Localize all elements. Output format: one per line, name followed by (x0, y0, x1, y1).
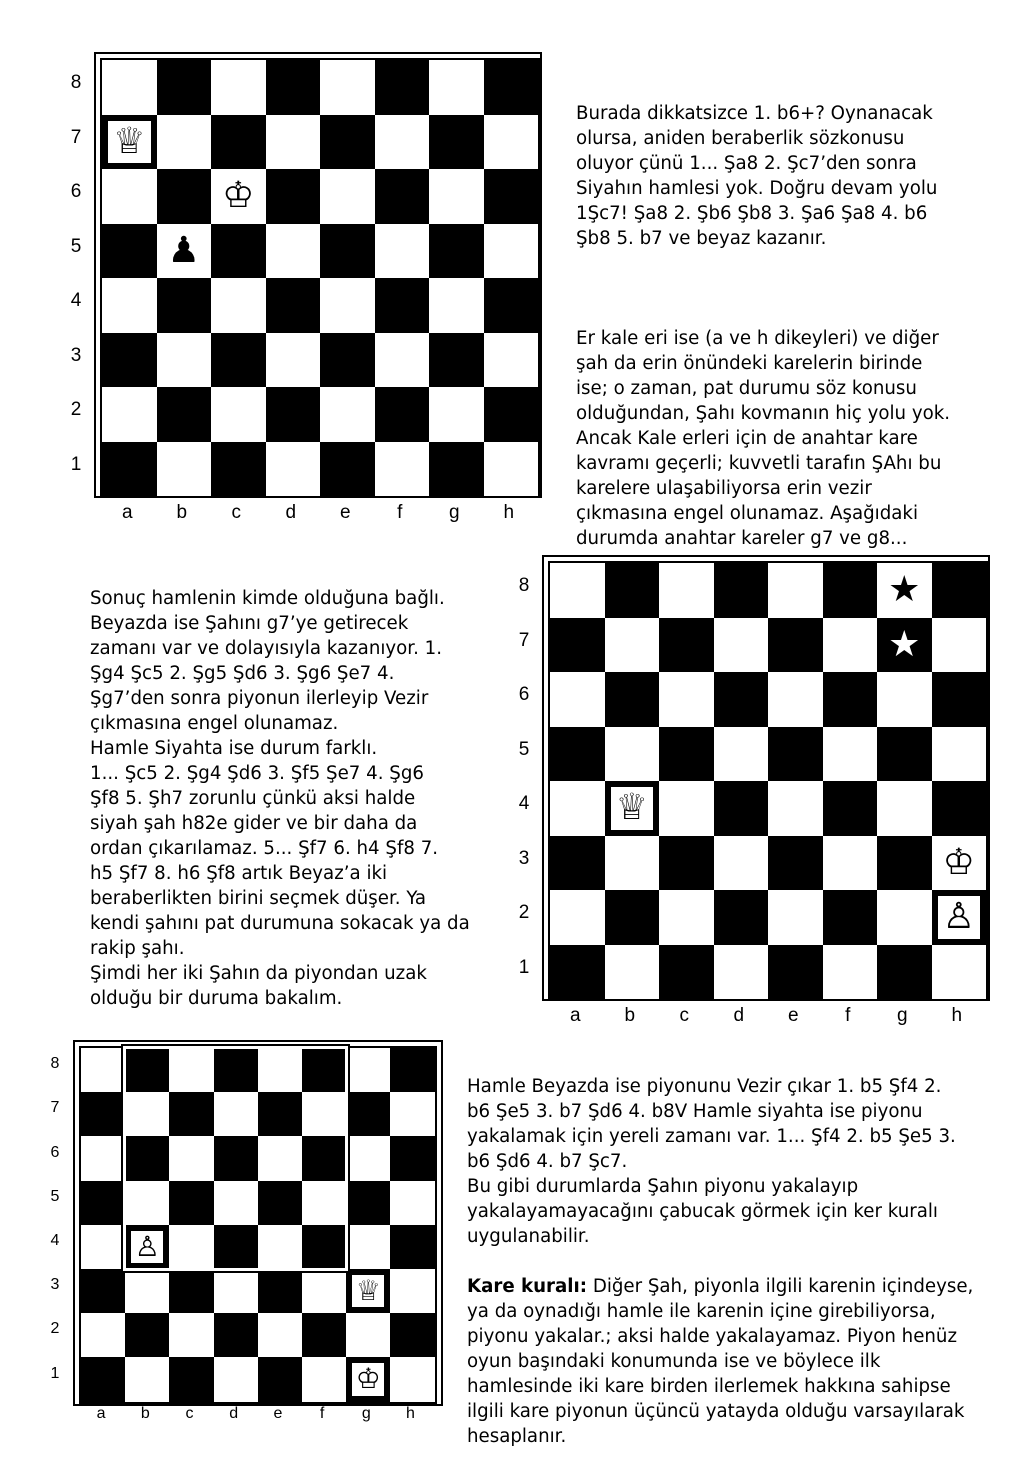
board-square (81, 1181, 125, 1225)
board-square (169, 1313, 213, 1357)
board-square (877, 672, 932, 727)
board-square (484, 278, 539, 333)
rank-label: 2 (50, 1320, 60, 1338)
file-label: c (231, 502, 241, 523)
board-square (659, 836, 714, 891)
board-square (169, 1092, 213, 1136)
file-label: f (397, 502, 403, 523)
board-square (823, 890, 878, 945)
board-square (550, 727, 605, 782)
board-square (768, 727, 823, 782)
file-label: d (733, 1005, 745, 1026)
board-square (390, 1225, 434, 1269)
rank-label: 6 (70, 181, 82, 203)
board-square (211, 333, 266, 388)
board-square (605, 618, 660, 673)
board-square (214, 1136, 258, 1180)
board-square (550, 672, 605, 727)
chess-diagram-2 (542, 555, 990, 1001)
rank-label: 8 (70, 72, 82, 94)
file-label: h (503, 502, 515, 523)
rank-label: 4 (70, 290, 82, 312)
board-square (125, 1357, 169, 1401)
board-square (211, 60, 266, 115)
file-label: a (121, 502, 133, 523)
board-square (214, 1048, 258, 1092)
board-square (81, 1048, 125, 1092)
board-square (211, 278, 266, 333)
board-square (550, 618, 605, 673)
board-square (320, 169, 375, 224)
board-square (877, 836, 932, 891)
board-square (157, 333, 212, 388)
board-square (346, 1225, 390, 1269)
board-square (266, 387, 321, 442)
board-square (125, 1092, 169, 1136)
board-square (768, 672, 823, 727)
file-label: c (185, 1405, 194, 1422)
board-square (320, 60, 375, 115)
star-icon: ★ (888, 569, 921, 611)
file-label: a (569, 1005, 581, 1026)
board-square (81, 1357, 125, 1401)
board-square (429, 169, 484, 224)
file-label: e (787, 1005, 799, 1026)
pawn-icon: ♟ (167, 229, 200, 271)
board-square (823, 727, 878, 782)
board-square (714, 890, 769, 945)
paragraph: Er kale eri ise (a ve h dikeyleri) ve diğer şah da erin önündeki karelerin birinde ise; o zaman, pat durumu söz konusu olduğundan, Şahı kovmanın hiç yolu yok. Ancak Kale erleri için de anahtar kare kavramı geçerli; kuvvetli tarafın ŞAhı bu karelere ulaşabiliyorsa erin vezir çıkmasına engel olunamaz. Aşağıdaki durumda anahtar kareler g7 ve g8... (576, 328, 951, 549)
rank-label: 1 (518, 956, 530, 978)
board-grid (79, 1046, 437, 1404)
board-square (102, 224, 157, 279)
board-square (605, 672, 660, 727)
board-square (659, 672, 714, 727)
board-square (484, 442, 539, 497)
board-square (157, 60, 212, 115)
board-square (484, 169, 539, 224)
board-square (214, 1225, 258, 1269)
board-square (346, 1136, 390, 1180)
board-square (102, 333, 157, 388)
board-square (429, 333, 484, 388)
board-square (320, 442, 375, 497)
board-square (266, 333, 321, 388)
board-square (214, 1181, 258, 1225)
text-block-3 (467, 1049, 1012, 1474)
board-square (169, 1357, 213, 1401)
board-square (125, 1136, 169, 1180)
king-icon: ♔ (352, 1363, 384, 1395)
file-label: c (679, 1005, 689, 1026)
rank-label: 8 (518, 575, 530, 597)
board-square (550, 836, 605, 891)
board-square (877, 945, 932, 1000)
rank-label: 6 (50, 1143, 60, 1161)
board-square (320, 278, 375, 333)
board-square (390, 1313, 434, 1357)
board-grid (548, 561, 988, 1001)
file-label: h (951, 1005, 963, 1026)
board-square (659, 781, 714, 836)
board-square (266, 224, 321, 279)
board-square (714, 618, 769, 673)
board-square (714, 836, 769, 891)
board-square (823, 836, 878, 891)
board-square (768, 890, 823, 945)
board-square (346, 1181, 390, 1225)
board-square (266, 60, 321, 115)
board-square (390, 1357, 434, 1401)
rank-label: 7 (50, 1099, 60, 1117)
board-square (823, 672, 878, 727)
board-square (550, 781, 605, 836)
board-square (320, 224, 375, 279)
board-square (714, 727, 769, 782)
board-square (125, 1048, 169, 1092)
board-square (932, 672, 987, 727)
pawn-icon: ♙ (938, 896, 981, 939)
board-square (375, 278, 430, 333)
board-square (320, 115, 375, 170)
board-square (346, 1092, 390, 1136)
chess-diagram-1 (94, 52, 542, 498)
board-square (258, 1357, 302, 1401)
file-label: b (624, 1005, 636, 1026)
board-square (169, 1181, 213, 1225)
board-square (768, 618, 823, 673)
board-square (659, 945, 714, 1000)
rank-label: 6 (518, 684, 530, 706)
file-label: g (896, 1005, 908, 1026)
board-square (823, 781, 878, 836)
paragraph: Burada dikkatsizce 1. b6+? Oynanacak olursa, aniden beraberlik sözkonusu oluyor çünü 1... Şa8 2. Şc7’den sonra Siyahın hamlesi yok. Doğru devam yolu 1Şc7! Şa8 2. Şb6 Şb8 3. Şa6 Şa8 4. b6 Şb8 5. b7 ve beyaz kazanır. (576, 103, 938, 249)
board-square (169, 1136, 213, 1180)
rule-text: Diğer Şah, piyonla ilgili karenin içindeyse, ya da oynadığı hamle ile karenin içine girebiliyorsa, piyonu yakalar.; aksi halde yakalayamaz. Piyon henüz oyun başındaki konumunda ise ve böylece ilk hamlesinde iki kare birden ilerlemek hakkına sahipse ilgili kare piyonun üçüncü yatayda olduğu varsayılarak hesaplanır. (467, 1276, 974, 1447)
board-square (102, 169, 157, 224)
rule-label: Kare kuralı: (467, 1276, 588, 1297)
board-square (429, 387, 484, 442)
board-square (214, 1357, 258, 1401)
board-square (211, 224, 266, 279)
board-square (375, 333, 430, 388)
board-square (375, 224, 430, 279)
board-square (346, 1048, 390, 1092)
board-grid (100, 58, 540, 498)
board-square (211, 442, 266, 497)
rank-label: 5 (70, 235, 82, 257)
paragraph: Hamle Beyazda ise piyonunu Vezir çıkar 1. b5 Şf4 2. b6 Şe5 3. b7 Şd6 4. b8V Hamle siyahta ise piyonu yakalamak için yereli zamanı var. 1... Şf4 2. b5 Şe5 3. b6 Şd6 4. b7 Şc7. Bu gibi durumlarda Şahın piyonu yakalayıp yakalayamayacağını çabucak görmek için ker kuralı uygulanabilir. (467, 1076, 956, 1247)
board-square (302, 1092, 346, 1136)
board-square (157, 169, 212, 224)
file-label: g (361, 1405, 371, 1422)
board-square (375, 115, 430, 170)
board-square (169, 1048, 213, 1092)
file-label: e (339, 502, 351, 523)
board-square (390, 1181, 434, 1225)
board-square (390, 1092, 434, 1136)
rank-label: 7 (70, 126, 82, 148)
board-square (258, 1136, 302, 1180)
rank-label: 7 (518, 629, 530, 651)
rank-label: 2 (518, 902, 530, 924)
board-square (932, 781, 987, 836)
board-square (429, 115, 484, 170)
queen-icon: ♕ (352, 1275, 384, 1307)
board-square (81, 1313, 125, 1357)
board-square (157, 442, 212, 497)
rank-label: 1 (50, 1364, 60, 1382)
board-square (302, 1225, 346, 1269)
board-square (302, 1313, 346, 1357)
board-square (214, 1269, 258, 1313)
board-square (125, 1313, 169, 1357)
file-label: d (285, 502, 297, 523)
board-square (375, 442, 430, 497)
board-square (266, 169, 321, 224)
board-square (768, 781, 823, 836)
board-square (81, 1136, 125, 1180)
king-icon: ♔ (942, 841, 975, 883)
board-square (484, 387, 539, 442)
board-square (157, 115, 212, 170)
file-label: f (845, 1005, 851, 1026)
board-square (211, 115, 266, 170)
board-square (932, 727, 987, 782)
board-square (429, 278, 484, 333)
paragraph: Sonuç hamlenin kimde olduğuna bağlı. Beyazda ise Şahını g7’ye getirecek zamanı var ve dolayısıyla kazanıyor. 1. Şg4 Şc5 2. Şg5 Şd6 3. Şg6 Şe7 4. Şg7’den sonra piyonun ilerleyip Vezir çıkmasına engel olunamaz. Hamle Siyahta ise durum farklı. 1... Şc5 2. Şg4 Şd6 3. Şf5 Şe7 4. Şg6 Şf8 5. Şh7 zorunlu çünkü aksi halde siyah şah h82e gider ve bir daha da ordan çıkarılamaz. 5... Şf7 6. h4 Şf8 7. h5 Şf7 8. h6 Şf8 artık Beyaz’a iki beraberlikten birini seçmek düşer. Ya kendi şahını pat durumuna sokacak ya da rakip şahı. Şimdi her iki Şahın da piyondan uzak olduğu bir duruma bakalım. (90, 588, 470, 1009)
board-square (659, 890, 714, 945)
text-block-2 (90, 561, 510, 1036)
board-square (823, 618, 878, 673)
board-square (714, 781, 769, 836)
board-square (768, 836, 823, 891)
board-square (484, 60, 539, 115)
board-square (932, 945, 987, 1000)
board-square (877, 781, 932, 836)
file-label: g (448, 502, 460, 523)
rank-label: 3 (70, 344, 82, 366)
board-square (266, 115, 321, 170)
board-square (214, 1092, 258, 1136)
file-label: b (176, 502, 188, 523)
board-square (320, 387, 375, 442)
board-square (484, 115, 539, 170)
board-square (346, 1313, 390, 1357)
board-square (266, 442, 321, 497)
board-square (659, 618, 714, 673)
board-square (320, 333, 375, 388)
board-square (375, 387, 430, 442)
board-square (125, 1269, 169, 1313)
file-label: h (406, 1405, 415, 1422)
rank-label: 8 (50, 1055, 60, 1073)
pawn-icon: ♙ (131, 1231, 163, 1263)
board-square (550, 945, 605, 1000)
board-square (390, 1048, 434, 1092)
board-square (302, 1269, 346, 1313)
rank-label: 5 (518, 738, 530, 760)
board-square (659, 727, 714, 782)
rank-label: 5 (50, 1187, 60, 1205)
star-icon: ★ (888, 623, 921, 665)
board-square (302, 1357, 346, 1401)
rank-label: 2 (70, 399, 82, 421)
file-label: f (319, 1405, 325, 1422)
board-square (484, 224, 539, 279)
board-square (102, 387, 157, 442)
rank-label: 1 (70, 453, 82, 475)
board-square (102, 442, 157, 497)
board-square (390, 1269, 434, 1313)
board-square (375, 60, 430, 115)
queen-icon: ♕ (611, 787, 654, 830)
chess-diagram-3 (73, 1040, 443, 1406)
board-square (81, 1092, 125, 1136)
board-square (169, 1225, 213, 1269)
board-square (258, 1269, 302, 1313)
board-square (714, 945, 769, 1000)
board-square (258, 1225, 302, 1269)
board-square (375, 169, 430, 224)
paragraph (467, 1274, 1012, 1449)
file-label: a (96, 1405, 106, 1422)
board-square (157, 278, 212, 333)
board-square (211, 387, 266, 442)
board-square (266, 278, 321, 333)
rank-label: 3 (50, 1276, 60, 1294)
board-square (214, 1313, 258, 1357)
board-square (157, 387, 212, 442)
queen-icon: ♕ (108, 121, 151, 164)
board-square (429, 60, 484, 115)
board-square (81, 1225, 125, 1269)
file-label: e (273, 1405, 283, 1422)
board-square (605, 945, 660, 1000)
board-square (125, 1181, 169, 1225)
rank-label: 4 (518, 793, 530, 815)
board-square (390, 1136, 434, 1180)
board-square (932, 618, 987, 673)
board-square (605, 836, 660, 891)
board-square (302, 1048, 346, 1092)
king-icon: ♔ (222, 175, 255, 217)
board-square (258, 1181, 302, 1225)
board-square (768, 945, 823, 1000)
board-square (877, 890, 932, 945)
board-square (302, 1181, 346, 1225)
file-label: d (229, 1405, 239, 1422)
board-square (169, 1269, 213, 1313)
board-square (102, 278, 157, 333)
board-square (429, 224, 484, 279)
file-label: b (140, 1405, 150, 1422)
board-square (81, 1269, 125, 1313)
rank-label: 4 (50, 1231, 60, 1249)
board-square (102, 60, 157, 115)
rank-label: 3 (518, 847, 530, 869)
board-square (714, 672, 769, 727)
board-square (484, 333, 539, 388)
board-square (605, 727, 660, 782)
board-square (258, 1313, 302, 1357)
board-square (605, 890, 660, 945)
board-square (877, 727, 932, 782)
board-square (258, 1092, 302, 1136)
board-square (258, 1048, 302, 1092)
board-square (302, 1136, 346, 1180)
board-square (823, 945, 878, 1000)
text-block-1 (576, 76, 996, 576)
board-square (550, 890, 605, 945)
board-square (429, 442, 484, 497)
